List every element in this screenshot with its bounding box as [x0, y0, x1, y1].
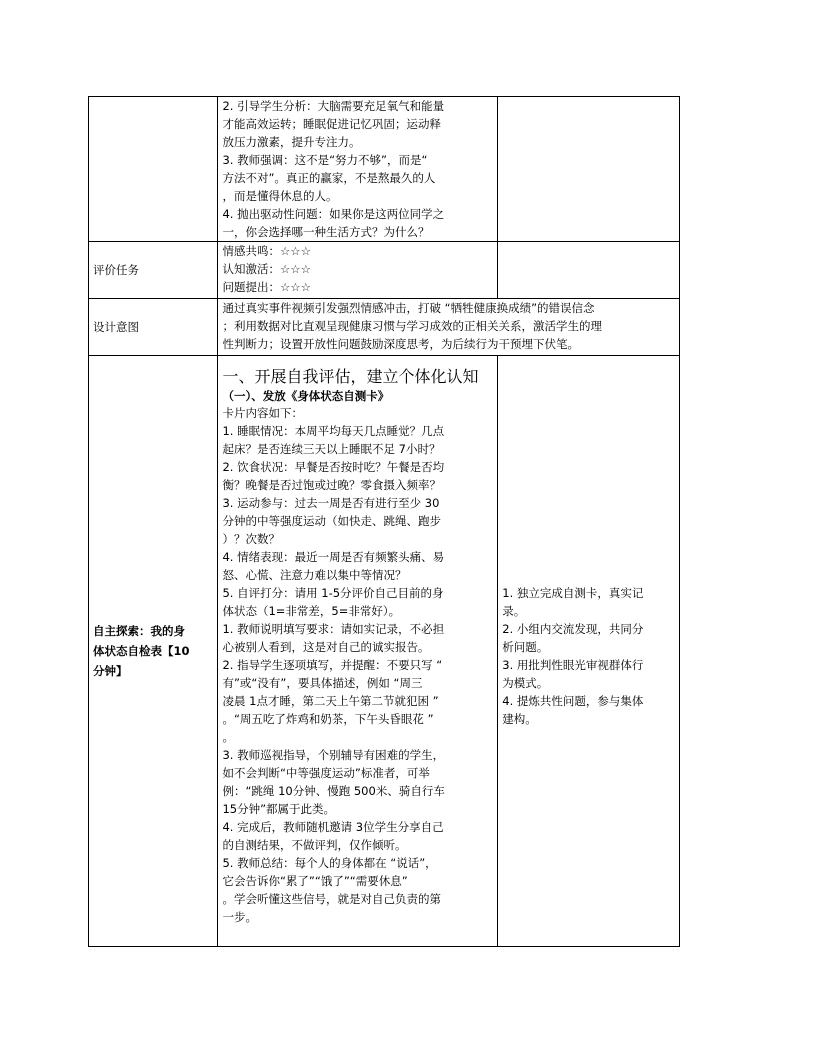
section-subheading: （一）、发放《身体状态自测卡》 [222, 389, 390, 403]
lesson-plan-table [88, 96, 680, 947]
content-line: 起床？是否连续三天以上睡眠不足 7小时？ [222, 442, 441, 456]
section-heading: 一、开展自我评估，建立个体化认知 [222, 367, 479, 386]
star-rating-icon: ☆☆☆ [279, 280, 311, 294]
activity-line: 为模式。 [502, 676, 549, 690]
evaluation-label: 评价任务 [89, 242, 218, 299]
design-intent-label: 设计意图 [89, 299, 218, 356]
content-line: 。学会听懂这些信号，就是对自己负责的第 [222, 892, 441, 906]
content-line: 例：“跳绳 10分钟、慢跑 500米、骑自行车 [222, 784, 445, 798]
design-intent-line: 性判断力；设置开放性问题鼓励深度思考，为后续行为干预埋下伏笔。 [222, 337, 579, 351]
self-exploration-content-cell [218, 356, 498, 947]
evaluation-empty-cell [498, 242, 680, 299]
activity-line: 4. 提炼共性问题，参与集体 [502, 694, 644, 708]
activity-line: 1. 独立完成自测卡，真实记 [502, 586, 644, 600]
label-line: 分钟】 [93, 664, 128, 678]
content-line: 。“周五吃了炸鸡和奶茶，下午头昏眼花 ” [222, 712, 434, 726]
content-line: 方法不对”。真正的赢家，不是熬最久的人 [222, 171, 436, 185]
rating-name: 问题提出： [222, 280, 280, 294]
content-line: 5. 自评打分：请用 1-5分评价自己目前的身 [222, 586, 444, 600]
row1-activity-cell [498, 97, 680, 242]
content-line: 3. 教师巡视指导，个别辅导有困难的学生， [222, 748, 445, 762]
content-line: 15分钟”都属于此类。 [222, 802, 336, 816]
rating-name: 情感共鸣： [222, 244, 280, 258]
content-line: 放压力激素，提升专注力。 [222, 135, 361, 149]
content-line: 它会告诉你“累了”“饿了”“需要休息” [222, 874, 408, 888]
content-line: 2. 引导学生分析：大脑需要充足氧气和能量 [222, 99, 445, 113]
content-line: 凌晨 1点才睡，第二天上午第二节就犯困 ” [222, 694, 439, 708]
content-line: 3. 运动参与：过去一周是否有进行至少 30 [222, 496, 440, 510]
student-activity-cell [498, 356, 680, 947]
activity-line: 3. 用批判性眼光审视群体行 [502, 658, 644, 672]
star-rating-icon: ☆☆☆ [279, 262, 311, 276]
content-line: 一，你会选择哪一种生活方式？为什么？ [222, 225, 430, 239]
table-row [89, 242, 680, 299]
content-line: 的自测结果，不做评判，仅作倾听。 [222, 838, 407, 852]
activity-line: 析问题。 [502, 640, 549, 654]
content-line: 体状态（1=非常差，5=非常好）。 [222, 604, 401, 618]
content-line: 怒、心慌、注意力难以集中等情况？ [222, 568, 407, 582]
activity-line: 录。 [502, 604, 526, 618]
rating-item [222, 278, 493, 296]
row1-content-cell [218, 97, 498, 242]
content-line: 有”或“没有”，要具体描述，例如 “周三 [222, 676, 423, 690]
row1-label-cell [89, 97, 218, 242]
table-row [89, 299, 680, 356]
rating-name: 认知激活： [222, 262, 280, 276]
table-row [89, 356, 680, 947]
label-line: 体状态自检表【10 [93, 644, 190, 658]
content-line: 分钟的中等强度运动（如快走、跳绳、跑步 [222, 514, 441, 528]
content-line: 4. 情绪表现：最近一周是否有频繁头痛、易 [222, 550, 445, 564]
content-line: 才能高效运转；睡眠促进记忆巩固；运动释 [222, 117, 441, 131]
design-intent-line: ；利用数据对比直观呈现健康习惯与学习成效的正相关关系，激活学生的理 [222, 319, 602, 333]
rating-item [222, 242, 493, 260]
evaluation-ratings-cell [218, 242, 498, 299]
label-line: 自主探索：我的身 [93, 624, 185, 638]
design-intent-text-cell [218, 299, 680, 356]
content-line: 2. 饮食状况：早餐是否按时吃？午餐是否均 [222, 460, 445, 474]
content-line: 如不会判断“中等强度运动”标准者，可举 [222, 766, 430, 780]
student-activity-list [502, 584, 675, 728]
table-row [89, 97, 680, 242]
content-line: 4. 完成后，教师随机邀请 3位学生分享自己 [222, 820, 444, 834]
content-line: 2. 指导学生逐项填写，并提醒：不要只写 “ [222, 658, 443, 672]
content-line: 一步。 [222, 910, 257, 924]
content-line: 心被别人看到，这是对自己的诚实报告。 [222, 640, 430, 654]
content-line: 3. 教师强调：这不是“努力不够”，而是“ [222, 153, 428, 167]
content-line: 1. 睡眠情况：本周平均每天几点睡觉？几点 [222, 424, 445, 438]
content-line: 5. 教师总结：每个人的身体都在 “说话”， [222, 856, 437, 870]
content-line: 。 [222, 730, 234, 744]
activity-line: 建构。 [502, 712, 537, 726]
content-line: 卡片内容如下： [222, 406, 303, 420]
content-line: ）？次数？ [222, 532, 280, 546]
activity-line: 2. 小组内交流发现，共同分 [502, 622, 644, 636]
star-rating-icon: ☆☆☆ [279, 244, 311, 258]
content-line: 4. 抛出驱动性问题：如果你是这两位同学之 [222, 207, 445, 221]
content-line: ，而是懂得休息的人。 [222, 189, 338, 203]
design-intent-line: 通过真实事件视频引发强烈情感冲击，打破 “牺牲健康换成绩”的错误信念 [222, 301, 595, 315]
content-line: 衡？晚餐是否过饱或过晚？零食摄入频率？ [222, 478, 441, 492]
rating-item [222, 260, 493, 278]
self-exploration-label-cell [89, 356, 218, 947]
content-line: 1. 教师说明填写要求：请如实记录，不必担 [222, 622, 445, 636]
